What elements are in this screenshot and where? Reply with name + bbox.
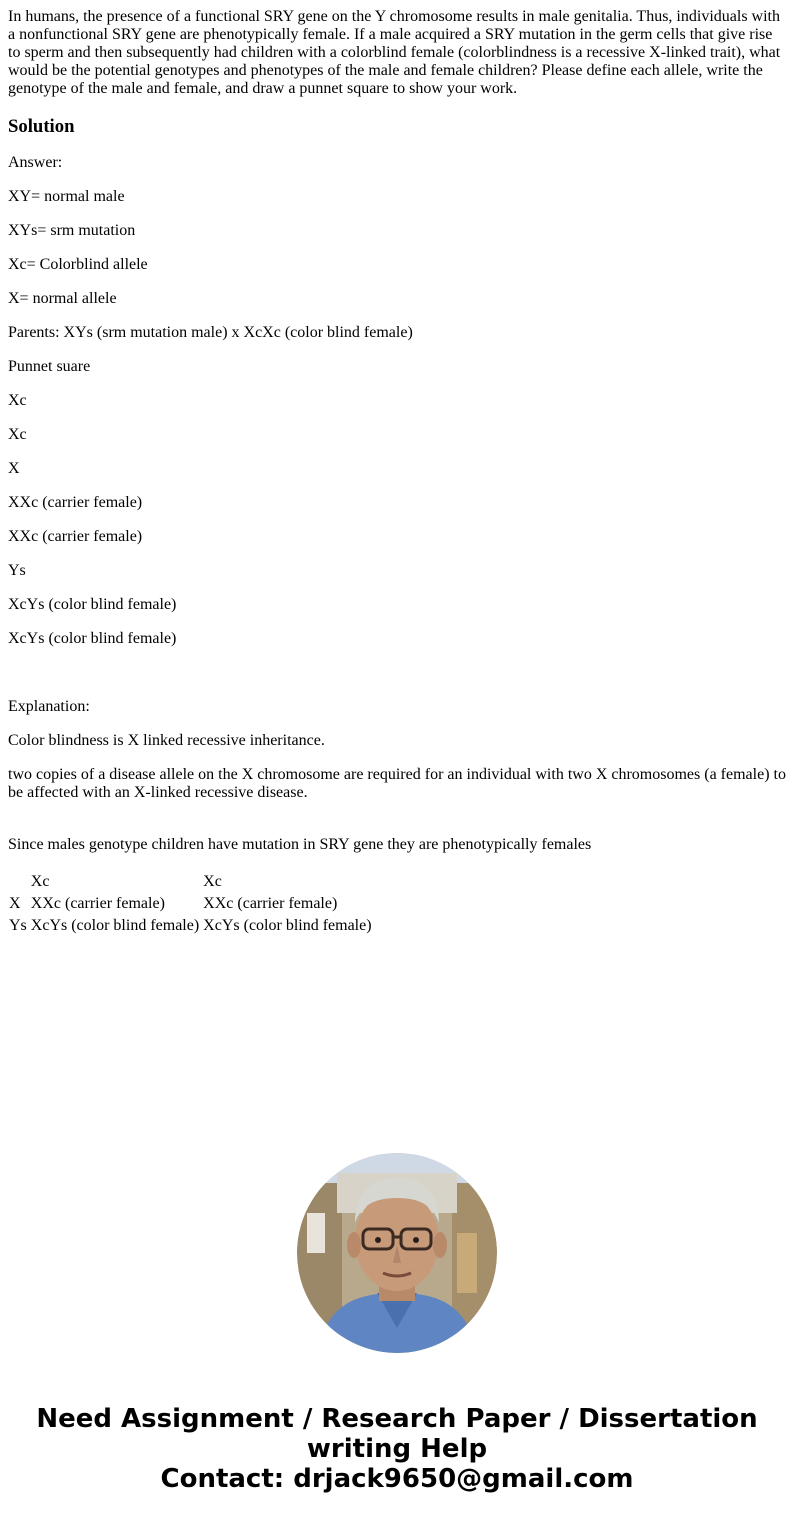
table-row [8,916,373,936]
table-cell: X [9,895,21,912]
table-cell: Xc [203,873,222,890]
table-cell: Xc [30,873,50,890]
footer-contact: Contact: drjack9650@gmail.com [160,1464,634,1494]
table-cell: XcYs (color blind female) [203,917,372,934]
punnett-label: Punnet suare [8,358,91,375]
table-cell [8,872,28,892]
avatar [297,1153,497,1353]
answer-line: Xc [8,426,27,443]
answer-line: XY= normal male [8,188,125,205]
conclusion-text: Since males genotype children have mutation in SRY gene they are phenotypically females [8,836,592,853]
answer-line: Ys [8,562,26,579]
table-cell: XcYs (color blind female) [30,917,200,934]
answer-line: X= normal allele [8,290,117,307]
parents-line: Parents: XYs (srm mutation male) x XcXc (color blind female) [8,324,413,341]
answer-line: Xc [8,392,27,409]
answer-line: XXc (carrier female) [8,528,143,545]
answer-line: XcYs (color blind female) [8,630,177,647]
avatar-portrait-image [297,1153,497,1353]
answer-line: XYs= srm mutation [8,222,136,239]
solution-heading: Solution [8,116,75,137]
table-cell: XXc (carrier female) [203,895,338,912]
answer-line: X [8,460,20,477]
answer-line: XXc (carrier female) [8,494,143,511]
footer-line: writing Help [306,1434,488,1464]
footer-banner [0,1404,794,1494]
answer-label: Answer: [8,154,63,171]
table-cell: Ys [9,917,27,934]
footer-line: Need Assignment / Research Paper / Dissertation [36,1404,758,1434]
document-body [8,0,788,938]
explanation-line: two copies of a disease allele on the X chromosome are required for an individual with two X chromosomes (a female) to be affected with an X-linked recessive disease. [8,766,786,801]
explanation-line: Color blindness is X linked recessive inheritance. [8,732,325,749]
explanation-label: Explanation: [8,698,90,715]
question-text: In humans, the presence of a functional SRY gene on the Y chromosome results in male genitalia. Thus, individuals with a nonfunctional SRY gene are phenotypically female. If a male acquired a SRY mutation in the germ cells that give rise to sperm and then subsequently had children with a colorblind female (colorblindness is a recessive X-linked trait), what would be the potential genotypes and phenotypes of the male and female children? Please define each allele, write the genotype of the male and female, and draw a punnet square to show your work. [8,8,781,97]
table-cell: XXc (carrier female) [30,895,165,912]
table-row [8,872,373,892]
answer-line: Xc= Colorblind allele [8,256,148,273]
table-row [8,894,373,914]
answer-line: XcYs (color blind female) [8,596,177,613]
punnett-square-table [6,870,375,938]
blank-line [8,664,788,682]
